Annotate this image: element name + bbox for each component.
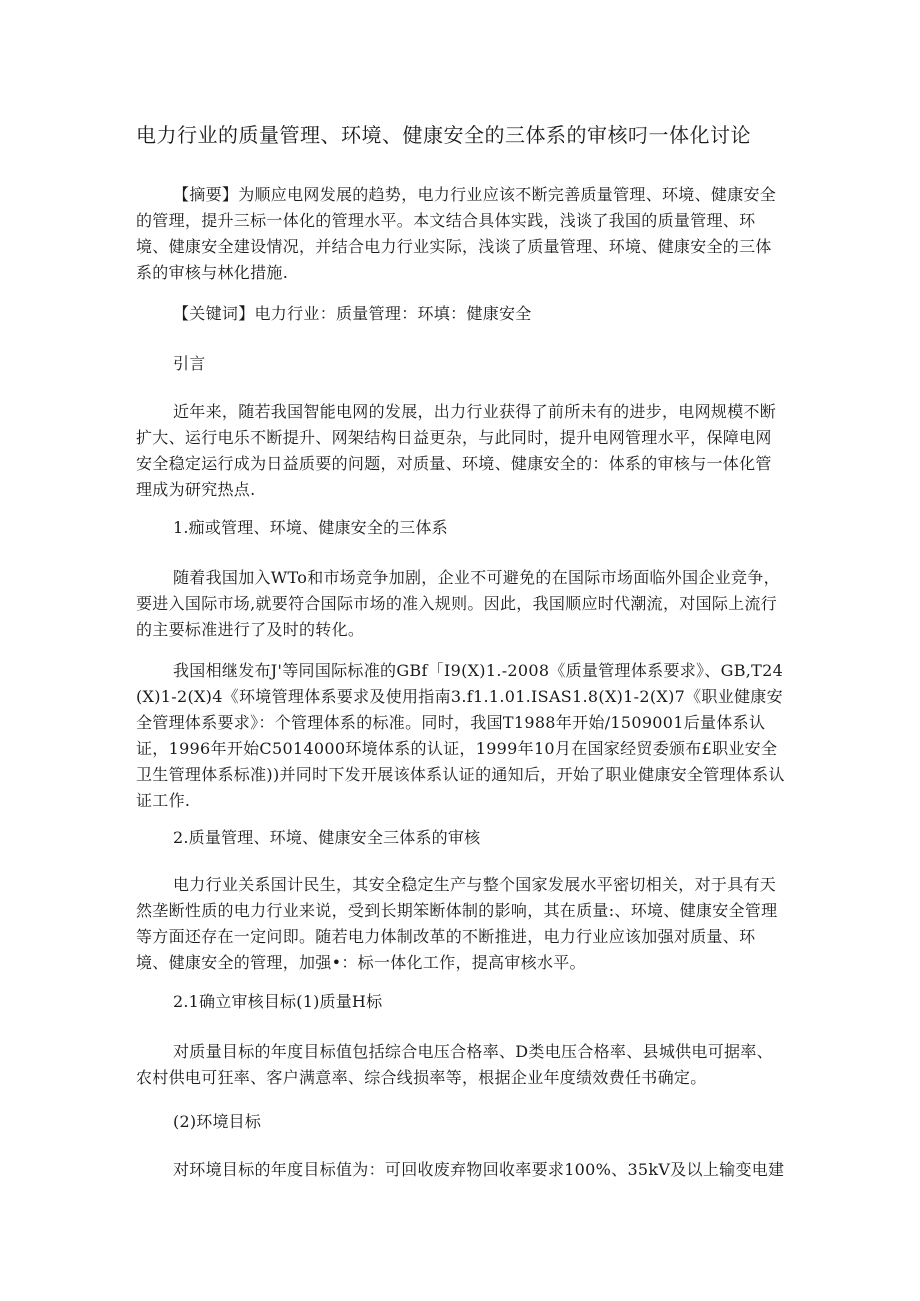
- environment-paragraph: 对环境目标的年度目标值为：可回收废弃物回收率要求100%、35kV及以上输变电建: [173, 1160, 785, 1179]
- document-title: 电力行业的质量管理、环境、健康安全的三体系的审核叼一体化讨论: [136, 123, 751, 147]
- section-2-1-heading: 2.1确立审核目标(1)质量H标: [173, 992, 383, 1011]
- intro-paragraph: 近年来，随若我国智能电网的发展，出力行业获得了前所未有的进步，电网规模不断扩大、运行电乐不断提升、网架结构日益更杂，与此同时，提升电网管理水平，保障电网安全稳定运行成为日益质要的问题，对质量、环境、健康安全的：体系的审核与一体化管理成为研究热点.: [136, 402, 777, 499]
- environment-heading: (2)环境目标: [173, 1112, 262, 1131]
- section-2-heading: 2.质量管理、环境、健康安全三体系的审核: [173, 828, 481, 847]
- abstract-paragraph: 【摘要】为顺应电网发展的趋势，电力行业应该不断完善质量管理、环境、健康安全的管理，提升三标一体化的管理水平。本文结合具体实践，浅谈了我国的质量管理、环境、健康安全建设情况，并结合电力行业实际，浅谈了质量管理、环境、健康安全的三体系的审核与林化措施.: [136, 185, 777, 282]
- section-1-heading: 1.痂或管理、环境、健康安全的三体系: [173, 518, 448, 537]
- section-1-paragraph-2: 我国相继发布J'等同国际标准的GBf「I9(X)1.-2008《质量管理体系要求》、GB,T24(X)1-2(X)4《环境管理体系要求及使用指南3.f1.1.01.ISAS1.8(X)1-2(X)7《职业健康安全管理体系要求》：个管理体系的标准。同时，我国T1988年开始/1509001后量体系认证，1996年开始C5014000环境体系的认证，1999年10月在国家经贸委颁布£职业安全卫生管理体系标准))并同时下发开展该体系认证的通知后，开始了职业健康安全管理体系认证工作.: [136, 661, 785, 810]
- section-2-paragraph-1: 电力行业关系国计民生，其安全稳定生产与整个国家发展水平密切相关，对于具有天然垄断性质的电力行业来说，受到长期笨断体制的影响，其在质量:、环境、健康安全管理等方面还存在一定问即。随若电力体制改革的不断推进，电力行业应该加强对质量、环境、健康安全的管理，加强•：标一体化工作，提高审核水平。: [136, 875, 778, 972]
- keywords-paragraph: 【关键词】电力行业：质量管理：环填：健康安全: [173, 304, 532, 323]
- section-1-paragraph-1: 随着我国加入WTo和市场竞争加剧，企业不可避免的在国际市场面临外国企业竞争，要进入国际市场,就要符合国际市场的准入规则。因此，我国顺应时代潮流，对国际上流行的主要标准进行了及时的转化。: [136, 568, 780, 639]
- intro-heading: 引言: [173, 354, 206, 373]
- section-2-1-paragraph: 对质量目标的年度目标值包括综合电压合格率、D类电压合格率、县城供电可据率、农村供电可狂率、客户满意率、综合线损率等，根据企业年度绩效费任书确定。: [136, 1042, 773, 1087]
